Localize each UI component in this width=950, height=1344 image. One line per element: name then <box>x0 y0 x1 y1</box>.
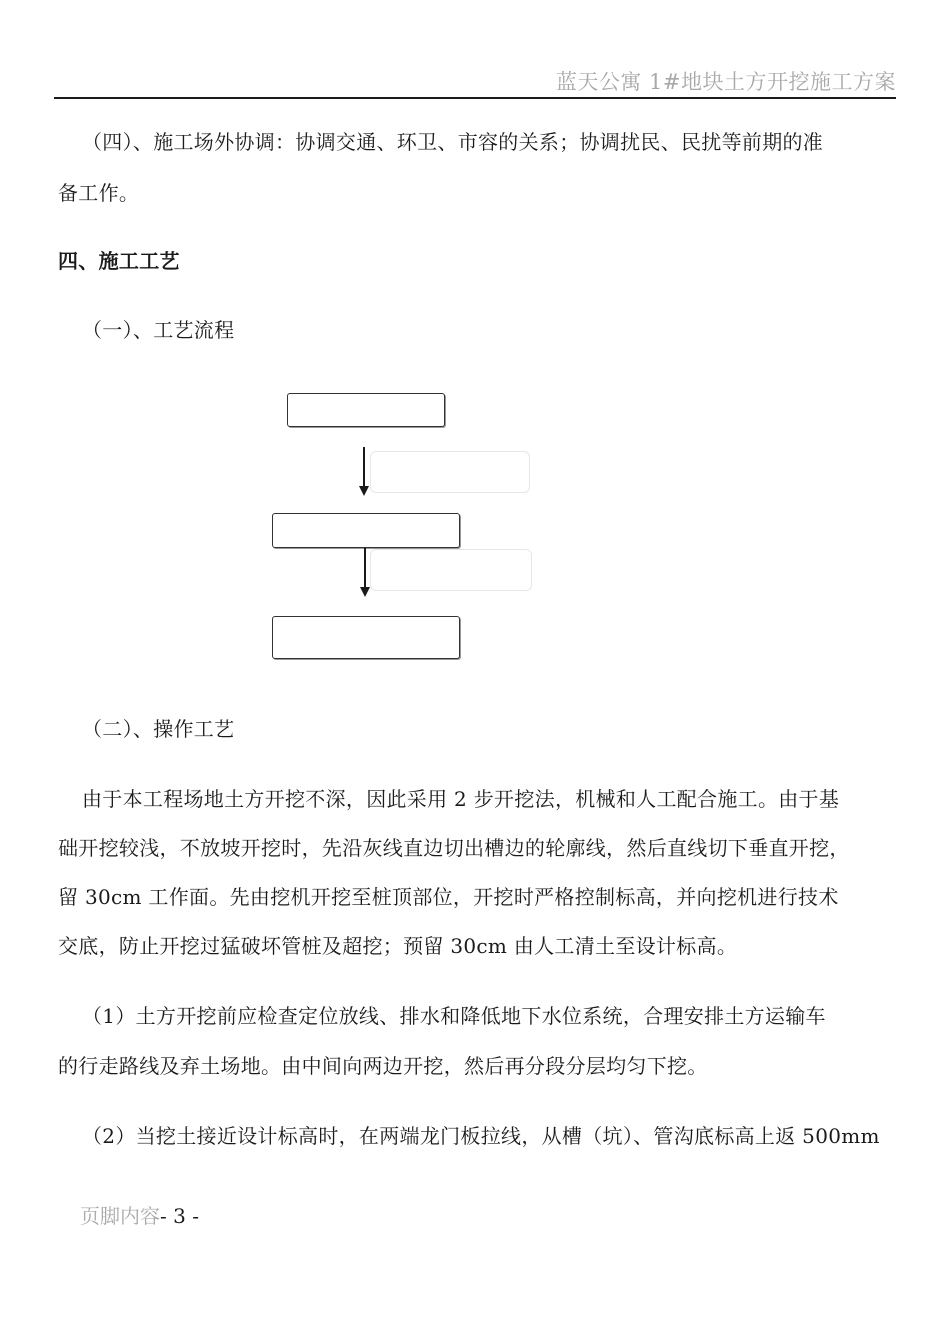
flow-step-box-1 <box>287 393 445 427</box>
flow-arrow-1-head <box>359 486 369 496</box>
paragraph-item-2-line-1: （2）当挖土接近设计标高时，在两端龙门板拉线，从槽（坑）、管沟底标高上返 500mm <box>82 1124 880 1148</box>
section-heading: 四、施工工艺 <box>58 249 180 273</box>
flow-label-box-2 <box>370 549 532 591</box>
sub-heading-operation: （二）、操作工艺 <box>82 717 235 741</box>
paragraph-coordination-line-2: 备工作。 <box>58 181 140 205</box>
flow-label-box-1 <box>370 451 530 493</box>
page-number: - 3 - <box>160 1204 199 1228</box>
flow-arrow-2-head <box>360 587 370 597</box>
paragraph-main-line-1: 由于本工程场地土方开挖不深，因此采用 2 步开挖法，机械和人工配合施工。由于基 <box>82 787 840 811</box>
flow-arrow-1-line <box>363 447 365 487</box>
header-divider <box>54 97 896 99</box>
flow-step-box-2 <box>272 513 460 548</box>
page-footer <box>80 1200 199 1229</box>
paragraph-item-1-line-1: （1）土方开挖前应检查定位放线、排水和降低地下水位系统，合理安排土方运输车 <box>82 1004 826 1028</box>
paragraph-main-line-2: 础开挖较浅，不放坡开挖时，先沿灰线直边切出槽边的轮廓线，然后直线切下垂直开挖， <box>58 836 850 860</box>
page-header-title: 蓝天公寓 1#地块土方开挖施工方案 <box>555 70 896 94</box>
flow-step-box-3 <box>272 616 460 659</box>
paragraph-main-line-4: 交底，防止开挖过猛破坏管桩及超挖；预留 30cm 由人工清土至设计标高。 <box>58 934 738 958</box>
paragraph-main-line-3: 留 30cm 工作面。先由挖机开挖至桩顶部位，开挖时严格控制标高，并向挖机进行技术 <box>58 885 839 909</box>
sub-heading-process-flow: （一）、工艺流程 <box>82 318 235 342</box>
paragraph-item-1-line-2: 的行走路线及弃土场地。由中间向两边开挖，然后再分段分层均匀下挖。 <box>58 1054 708 1078</box>
paragraph-coordination-line-1: （四）、施工场外协调：协调交通、环卫、市容的关系；协调扰民、民扰等前期的准 <box>82 130 824 154</box>
footer-label: 页脚内容 <box>80 1204 160 1228</box>
flow-arrow-2-line <box>364 548 366 588</box>
